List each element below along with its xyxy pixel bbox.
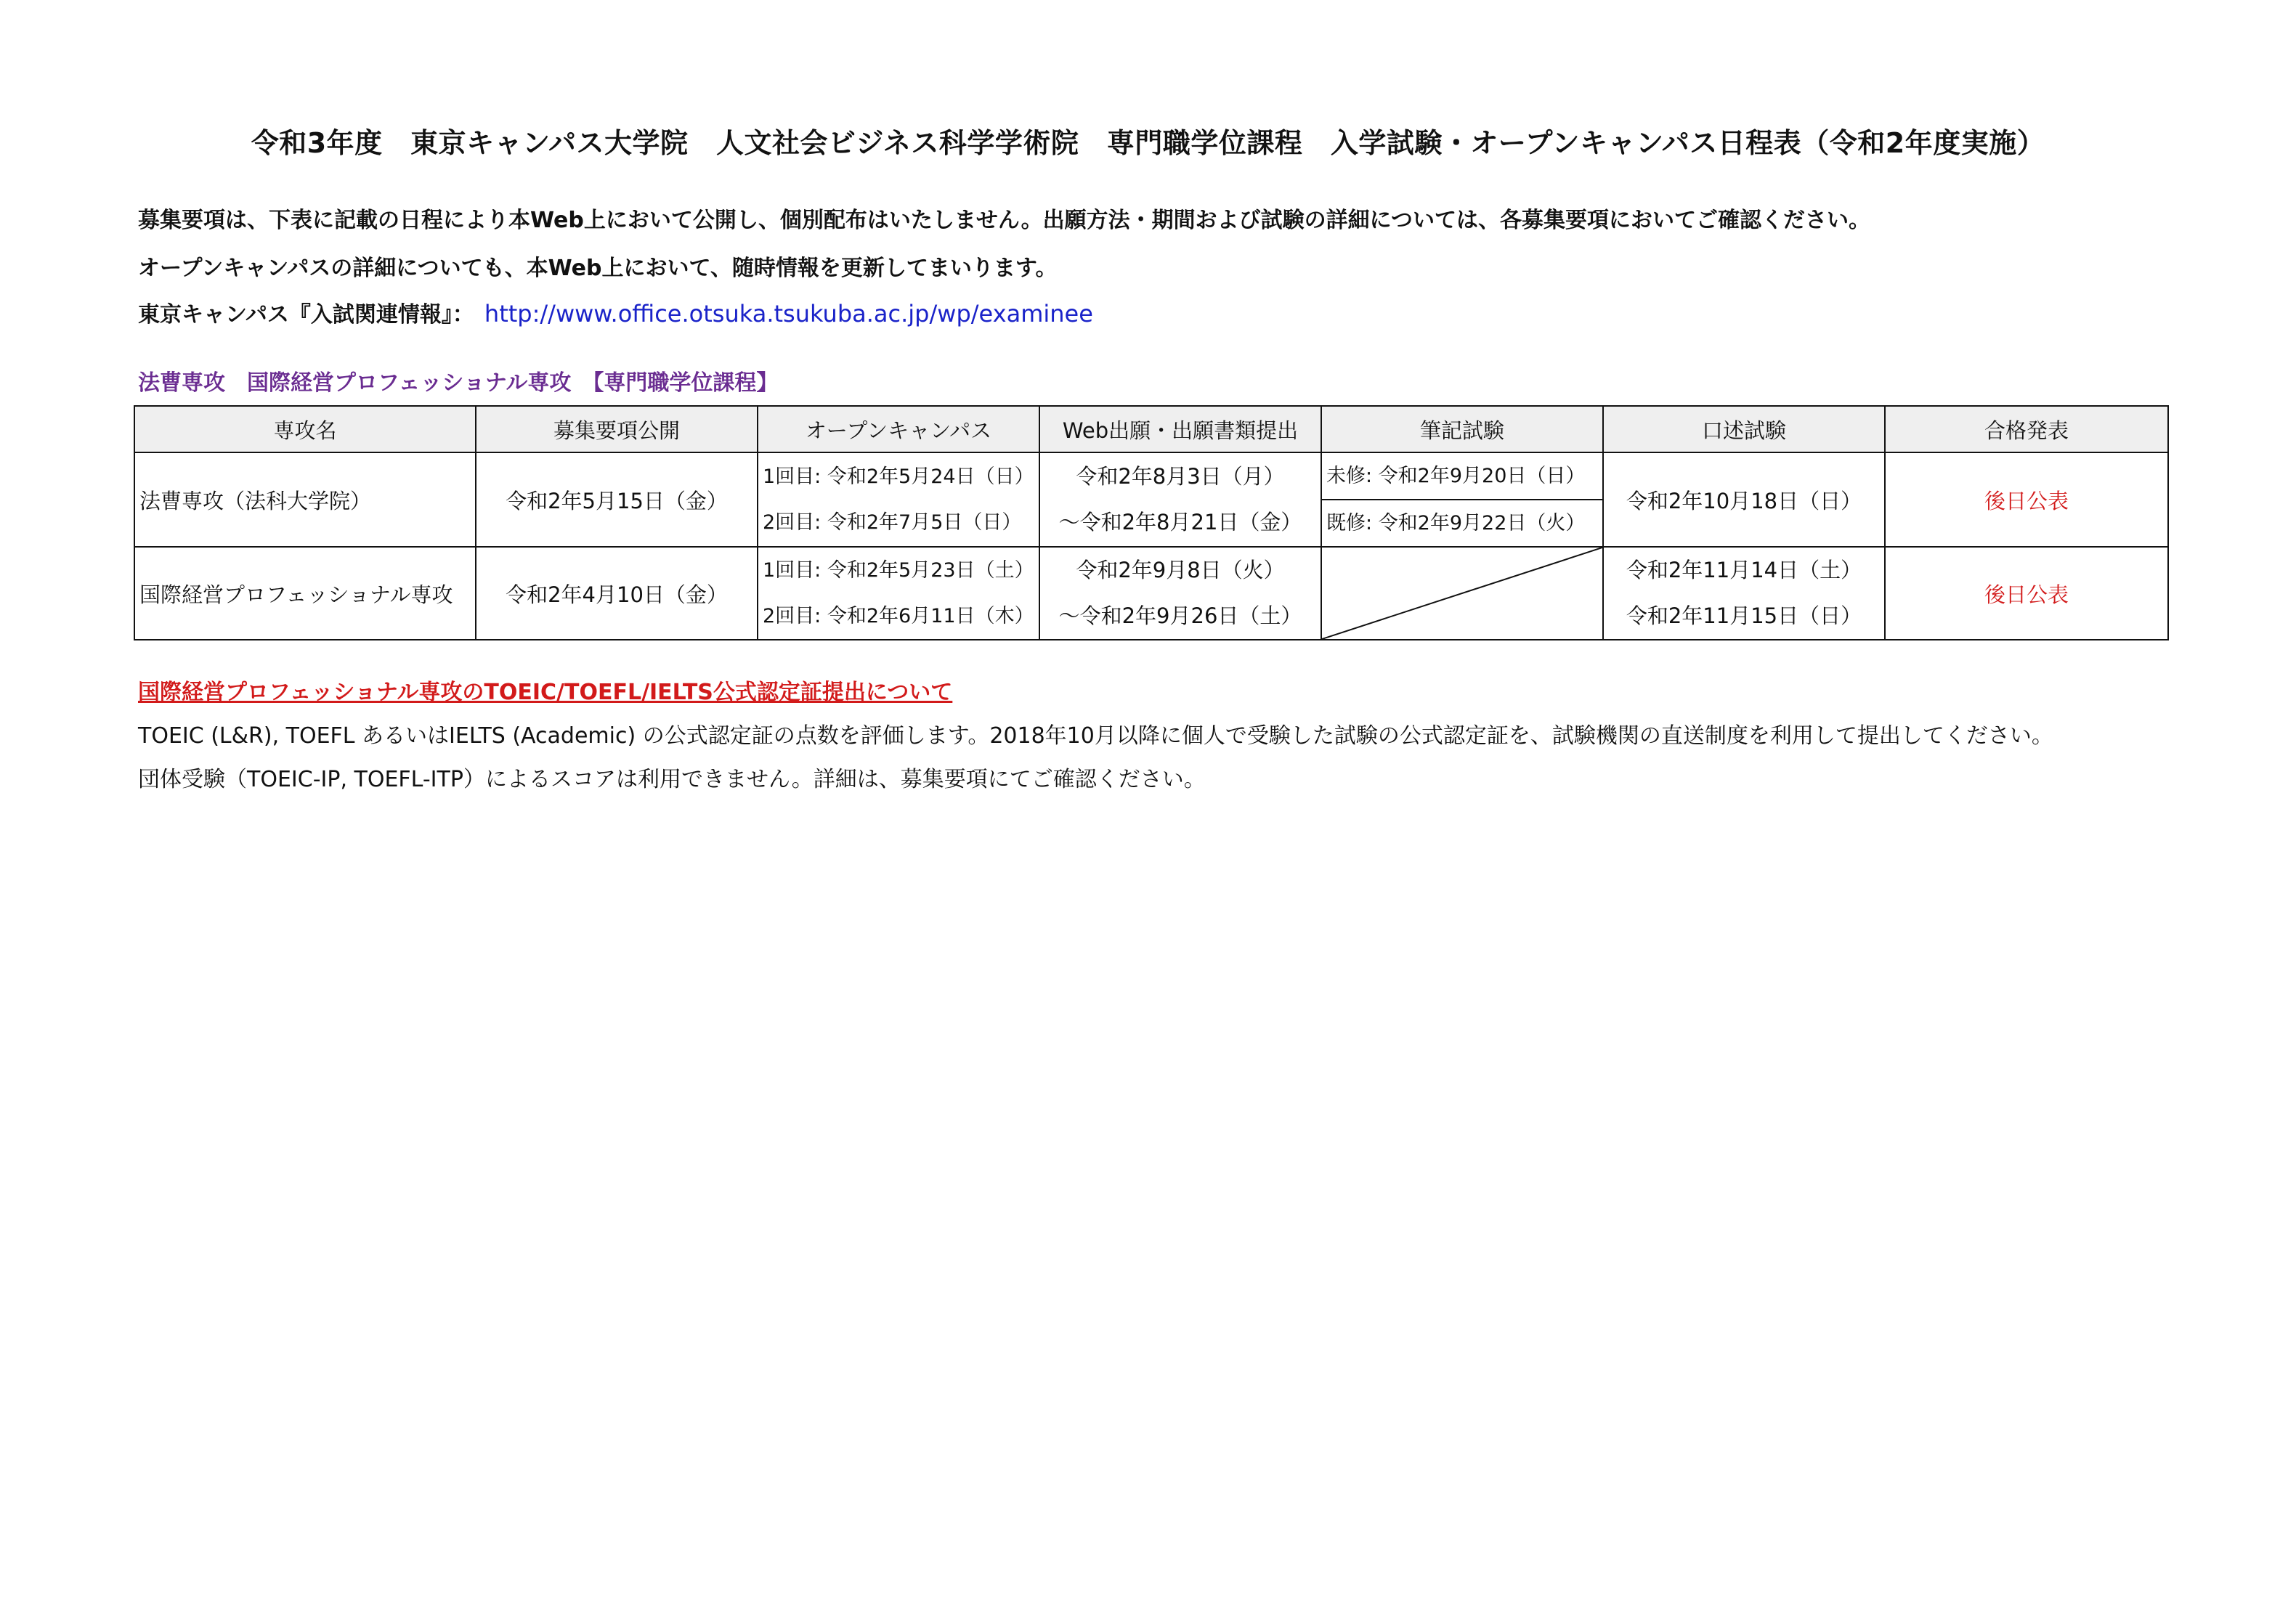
notice-heading: 国際経営プロフェッショナル専攻のTOEIC/TOEFL/IELTS公式認定証提出について	[138, 680, 953, 705]
cell-application	[1039, 452, 1321, 547]
header-major: 専攻名	[134, 406, 476, 452]
header-written-exam: 筆記試験	[1321, 406, 1603, 452]
oral-exam-date: 令和2年11月15日（日）	[1626, 603, 1862, 628]
oral-exam-date: 令和2年11月14日（土）	[1626, 558, 1862, 582]
intro-text-publication: 募集要項は、下表に記載の日程により本Web上において公開し、個別配布はいたしません。出願方法・期間および試験の詳細については、各募集要項においてご確認ください。	[138, 208, 1871, 233]
cell-publication: 令和2年4月10日（金）	[476, 547, 758, 640]
cell-open-campus	[758, 547, 1039, 640]
open-campus-date: 2回目: 令和2年6月11日（木）	[763, 605, 1034, 627]
intro-link-row	[138, 296, 1093, 328]
diagonal-slash	[1322, 548, 1602, 639]
cell-open-campus	[758, 452, 1039, 547]
open-campus-date: 2回目: 令和2年7月5日（日）	[763, 511, 1022, 534]
section-heading: 法曹専攻 国際経営プロフェッショナル専攻 【専門職学位課程】	[138, 370, 779, 396]
page-title: 令和3年度 東京キャンパス大学院 人文社会ビジネス科学学術院 専門職学位課程 入学試験・オープンキャンパス日程表（令和2年度実施）	[251, 127, 2045, 159]
table-row	[134, 452, 2168, 547]
open-campus-date: 1回目: 令和2年5月23日（土）	[763, 559, 1034, 582]
header-result: 合格発表	[1885, 406, 2168, 452]
application-end: ～令和2年8月21日（金）	[1058, 510, 1302, 534]
application-start: 令和2年9月8日（火）	[1076, 558, 1285, 582]
cell-major: 国際経営プロフェッショナル専攻	[134, 547, 476, 640]
written-exam-date: 既修: 令和2年9月22日（火）	[1326, 512, 1586, 534]
intro-link-label: 東京キャンパス『入試関連情報』：	[138, 302, 474, 328]
cell-result: 後日公表	[1885, 547, 2168, 640]
cell-written-exam	[1321, 452, 1603, 547]
cell-written-exam-not-applicable	[1321, 547, 1603, 640]
cell-publication: 令和2年5月15日（金）	[476, 452, 758, 547]
cell-major: 法曹専攻（法科大学院）	[134, 452, 476, 547]
schedule-table	[134, 405, 2169, 640]
header-oral-exam: 口述試験	[1603, 406, 1885, 452]
written-exam-date: 未修: 令和2年9月20日（日）	[1322, 453, 1602, 500]
header-publication: 募集要項公開	[476, 406, 758, 452]
cell-oral-exam	[1603, 547, 1885, 640]
notice-text: TOEIC (L&R), TOEFL あるいはIELTS (Academic) の公式認定証の点数を評価します。2018年10月以降に個人で受験した試験の公式認定証を、試験機関の直送制度を利用して提出してください。	[138, 723, 2053, 749]
intro-text-open-campus: オープンキャンパスの詳細についても、本Web上において、随時情報を更新してまいります。	[138, 256, 1058, 281]
header-application: Web出願・出願書類提出	[1039, 406, 1321, 452]
cell-oral-exam: 令和2年10月18日（日）	[1603, 452, 1885, 547]
notice-text: 団体受験（TOEIC-IP, TOEFL-ITP）によるスコアは利用できません。詳細は、募集要項にてご確認ください。	[138, 767, 1206, 792]
examinee-info-link[interactable]: http://www.office.otsuka.tsukuba.ac.jp/wp/examinee	[484, 300, 1093, 328]
table-row	[134, 547, 2168, 640]
cell-result: 後日公表	[1885, 452, 2168, 547]
cell-application	[1039, 547, 1321, 640]
table-header-row	[134, 406, 2168, 452]
application-start: 令和2年8月3日（月）	[1076, 464, 1285, 489]
open-campus-date: 1回目: 令和2年5月24日（日）	[763, 465, 1034, 488]
header-open-campus: オープンキャンパス	[758, 406, 1039, 452]
application-end: ～令和2年9月26日（土）	[1058, 603, 1302, 628]
